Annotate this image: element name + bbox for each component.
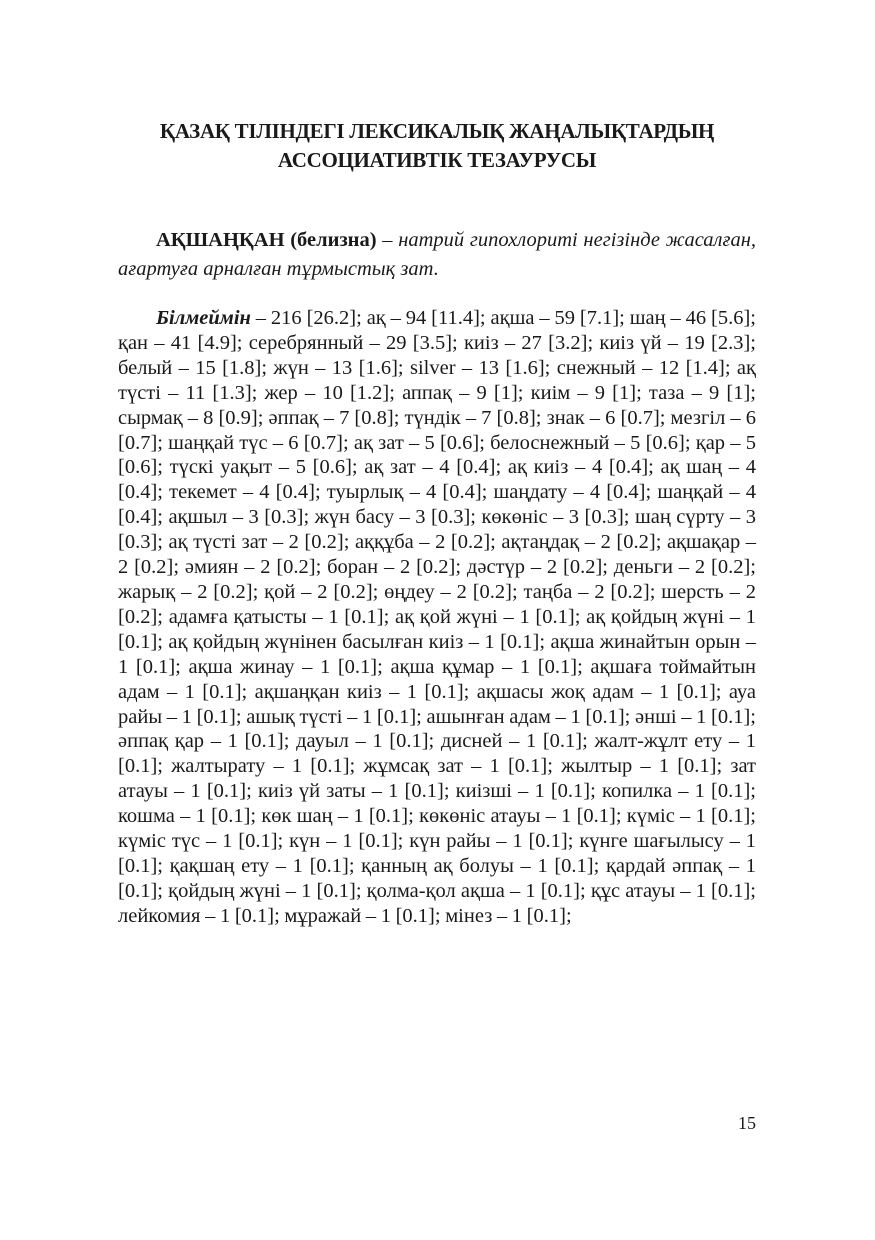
association-list (118, 306, 756, 929)
page-number: 15 (738, 1113, 756, 1133)
entry-definition (118, 226, 756, 284)
title-line-1: ҚАЗАҚ ТІЛІНДЕГІ ЛЕКСИКАЛЫҚ ЖАҢАЛЫҚТАРДЫҢ (159, 119, 715, 143)
entry-headword: АҚШАҢҚАН (белизна) (156, 229, 377, 251)
association-entries: – 216 [26.2]; ақ – 94 [11.4]; ақша – 59 [7.1]; шаң – 46 [5.6]; қан – 41 [4.9]; серебрянный – 29 [3.5]; киіз – 27 [3.2]; киіз үй – 19 [2.3]; белый – 15 [1.8]; жүн – 13 [1.6]; silver – 13 [1.6]; снежный – 12 [1.4]; ақ түсті – 11 [1.3]; жер – 10 [1.2]; аппақ – 9 [1]; киім – 9 [1]; таза – 9 [1]; сырмақ – 8 [0.9]; әппақ – 7 [0.8]; түндік – 7 [0.8]; знак – 6 [0.7]; мезгіл – 6 [0.7]; шаңқай түс – 6 [0.7]; ақ зат – 5 [0.6]; белоснежный – 5 [0.6]; қар – 5 [0.6]; түскі уақыт – 5 [0.6]; ақ зат – 4 [0.4]; ақ киіз – 4 [0.4]; ақ шаң – 4 [0.4]; текемет – 4 [0.4]; туырлық – 4 [0.4]; шаңдату – 4 [0.4]; шаңқай – 4 [0.4]; ақшыл – 3 [0.3]; жүн басу – 3 [0.3]; көкөніс – 3 [0.3]; шаң сүрту – 3 [0.3]; ақ түсті зат – 2 [0.2]; аққұба – 2 [0.2]; ақтаңдақ – 2 [0.2]; ақшақар – 2 [0.2]; әмиян – 2 [0.2]; боран – 2 [0.2]; дәстүр – 2 [0.2]; деньги – 2 [0.2]; жарық – 2 [0.2]; қой – 2 [0.2]; өңдеу – 2 [0.2]; таңба – 2 [0.2]; шерсть – 2 [0.2]; адамға қатысты – 1 [0.1]; ақ қой жүні – 1 [0.1]; ақ қойдың жүні – 1 [0.1]; ақ қойдың жүнінен басылған киіз – 1 [0.1]; ақша жинайтын орын – 1 [0.1]; ақша жинау – 1 [0.1]; ақша құмар – 1 [0.1]; ақшаға тоймайтын адам – 1 [0.1]; ақшаңқан киіз – 1 [0.1]; ақшасы жоқ адам – 1 [0.1]; ауа райы – 1 [0.1]; ашық түсті – 1 [0.1]; ашынған адам – 1 [0.1]; әнші – 1 [0.1]; әппақ қар – 1 [0.1]; дауыл – 1 [0.1]; дисней – 1 [0.1]; жалт-жұлт ету – 1 [0.1]; жалтырату – 1 [0.1]; жұмсақ зат – 1 [0.1]; жылтыр – 1 [0.1]; зат атауы – 1 [0.1]; киіз үй заты – 1 [0.1]; киізші – 1 [0.1]; копилка – 1 [0.1]; кошма – 1 [0.1]; көк шаң – 1 [0.1]; көкөніс атауы – 1 [0.1]; күміс – 1 [0.1]; күміс түс – 1 [0.1]; күн – 1 [0.1]; күн райы – 1 [0.1]; күнге шағылысу – 1 [0.1]; қақшаң ету – 1 [0.1]; қанның ақ болуы – 1 [0.1]; қардай әппақ – 1 [0.1]; қойдың жүні – 1 [0.1]; қолма-қол ақша – 1 [0.1]; құс атауы – 1 [0.1]; лейкомия – 1 [0.1]; мұражай – 1 [0.1]; мінез – 1 [0.1]; (118, 307, 756, 927)
association-lead-word: Білмеймін (156, 307, 251, 329)
entry-gloss: натрий гипохлориті негізінде жасалған, ағартуға арналған тұрмыстық зат. (118, 229, 757, 280)
page-title (118, 117, 756, 175)
entry-dash: – (376, 229, 399, 251)
title-line-2: АССОЦИАТИВТІК ТЕЗАУРУСЫ (277, 148, 597, 172)
